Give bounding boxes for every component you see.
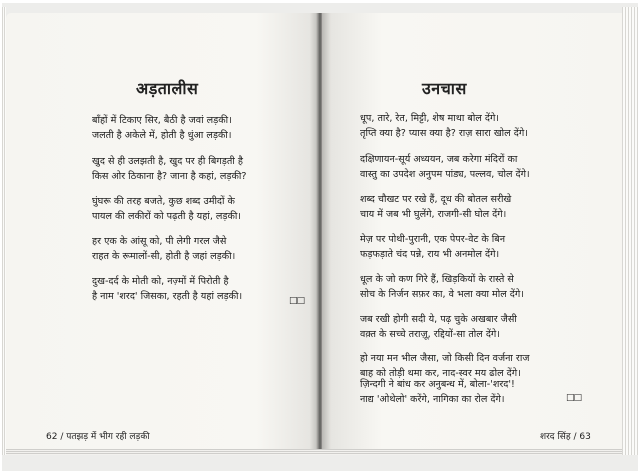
poem-line: किस ओर ठिकाना है? जाना है कहां, लड़की?	[92, 171, 247, 182]
poem-line: नाद्य 'ओथेलो' करेंगे, नागिका का रोल देंगे।	[360, 394, 505, 405]
poem-line: सोच के निर्जन सफ़र का, वे भला क्या मोल देंगे।	[360, 289, 524, 300]
page-footer: शरद सिंह / 63	[540, 432, 591, 442]
poem-line: पायल की लकीरों को पढ़ती है यहां, लड़की।	[92, 211, 242, 222]
poem-line: हो नया मन भील जैसा, जो किसी दिन वर्जना राज	[360, 353, 530, 364]
poem-line: फड़फड़ाते चंद पन्ने, राय भी अनमोल देंगे।	[360, 249, 500, 260]
poem-line: राहत के रूमालों-सी, होती है जहां लड़की।	[92, 251, 236, 262]
poem-line: हर एक के आंसू को, पी लेगी गरल जैसे	[92, 236, 227, 247]
poem-line: वास्तु का उपदेश अनुपम पांड्य, पल्लव, चोल देंगे।	[360, 169, 530, 180]
poem-line: वक़्त के सच्चे तराज़ू, रद्दियों-सा तोल देंगे।	[360, 329, 500, 340]
stanza	[360, 272, 524, 302]
stanza	[92, 113, 232, 143]
poem-line: धूप, तारे, रेत, मिट्टी, शेष माथा बोल देंगे।	[360, 113, 500, 124]
end-mark: □□	[289, 296, 305, 306]
stanza	[360, 152, 530, 182]
stanza	[360, 232, 505, 262]
poem-line: ज़िन्दगी ने बांध कर अनुबन्ध में, बोला-'शरद'!	[360, 379, 515, 390]
stanza	[92, 154, 246, 184]
poem-line: तृप्ति क्या है? प्यास क्या है? राज़ सारा खोल देंगे।	[360, 128, 528, 139]
poem-line: बाँहों में टिकाए सिर, बैठी है जवां लड़की।	[92, 115, 232, 126]
left-page	[6, 13, 319, 449]
poem-line: जलती है अकेले में, होती है धुंआ लड़की।	[92, 130, 232, 141]
poem-line: जब रखी होगी सदी ये, पढ़ चुके अखबार जैसी	[360, 314, 517, 325]
poem-line: शब्द चौखट पर रखे हैं, दूध की बोतल सरीखे	[360, 194, 512, 205]
page-footer: 62 / पतझड़ में भीग रही लड़की	[46, 432, 150, 442]
book-spread	[2, 3, 638, 471]
poem-title: अड़तालीस	[136, 79, 199, 98]
stanza	[92, 194, 241, 224]
stanza	[360, 192, 511, 222]
poem-line: मेज़ पर पोथी-पुरानी, एक पेपर-वेट के बिन	[360, 234, 506, 245]
poem-line: दक्षिणायन-सूर्य अध्ययन, जब करेगा मंदिरों का	[360, 154, 518, 165]
poem-line: चाय में जब भी घुलेंगे, राजगी-सी घोल देंगे।	[360, 209, 507, 220]
poem-line: है नाम 'शरद' जिसका, रहती है यहां लड़की।	[92, 291, 243, 302]
stanza	[92, 234, 235, 264]
poem-line: घुंघरू की तरह बजते, कुछ शब्द उमीदों के	[92, 196, 235, 207]
poem-line: खुद से ही उलझती है, खुद पर ही बिगड़ती है	[92, 156, 244, 167]
page-edges-right	[622, 7, 638, 455]
poem-line: धूल के जो कण गिरे हैं, खिड़कियों के रास्ते से	[360, 274, 514, 285]
stanza	[360, 111, 528, 141]
right-page	[322, 13, 622, 449]
stanza	[360, 312, 517, 342]
page-edges-bottom	[6, 449, 622, 455]
stanza	[92, 274, 242, 304]
end-mark: □□	[566, 393, 582, 403]
poem-line: दुख-दर्द के मोती को, नज़्मों में पिरोती है	[92, 276, 229, 287]
stanza	[360, 377, 515, 407]
poem-title: उनचास	[422, 79, 467, 98]
poem-line: बाह को तोड़ी थमा कर, नाद-स्वर मय ढोल देंगे।	[360, 368, 521, 379]
